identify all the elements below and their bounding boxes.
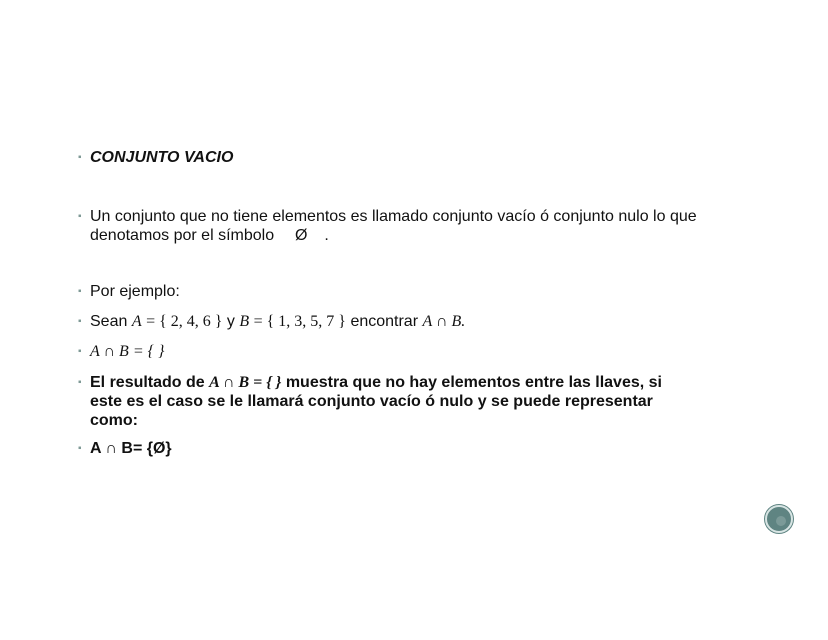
explanation-expression: A ∩ B = { } [209, 374, 282, 391]
explanation-line-2: este es el caso se le llamará conjunto vacío ó nulo y se puede representar [90, 393, 653, 410]
bullet-item-final-expression [78, 439, 738, 458]
bullet-marker: ▪ [78, 211, 82, 222]
explanation-suffix: muestra que no hay elementos entre las llaves, si [285, 374, 662, 391]
bullet-item-example-statement [78, 312, 738, 331]
conjunction-y: y [226, 313, 235, 330]
explanation-prefix: El resultado de [90, 374, 205, 391]
definition-text [90, 207, 738, 245]
bullet-marker: ▪ [78, 152, 82, 163]
slide-title: CONJUNTO VACIO [90, 149, 234, 166]
empty-set-symbol: Ø [295, 227, 308, 244]
bullet-item-example-intro [78, 282, 738, 301]
bullet-marker: ▪ [78, 346, 82, 357]
explanation-text [90, 373, 738, 430]
intersection-expression: A ∩ B. [422, 313, 466, 330]
bullet-marker: ▪ [78, 377, 82, 388]
set-b-elements: = { 1, 3, 5, 7 } [253, 313, 346, 330]
explanation-line-3: como: [90, 412, 138, 429]
bullet-marker: ▪ [78, 286, 82, 297]
set-b-variable: B [239, 313, 250, 330]
definition-period: . [324, 227, 329, 244]
final-expression: A ∩ B= {Ø} [90, 440, 172, 457]
bullet-item-explanation [78, 373, 738, 430]
set-a-variable: A [131, 313, 142, 330]
bullet-item-title [78, 148, 738, 167]
bullet-item-definition [78, 207, 738, 245]
bullet-marker: ▪ [78, 443, 82, 454]
example-statement [90, 312, 738, 331]
set-a-elements: = { 2, 4, 6 } [146, 313, 223, 330]
example-verb: encontrar [350, 313, 419, 330]
definition-line-2-prefix: denotamos por el símbolo [90, 227, 275, 244]
example-intro: Por ejemplo: [90, 283, 180, 300]
bullet-marker: ▪ [78, 316, 82, 327]
bullet-item-intersection-result [78, 342, 738, 361]
circle-button-icon[interactable] [765, 505, 793, 533]
example-prefix: Sean [90, 313, 128, 330]
definition-line-1: Un conjunto que no tiene elementos es llamado conjunto vacío ó conjunto nulo lo que [90, 208, 697, 225]
intersection-result: A ∩ B = { } [90, 343, 165, 360]
